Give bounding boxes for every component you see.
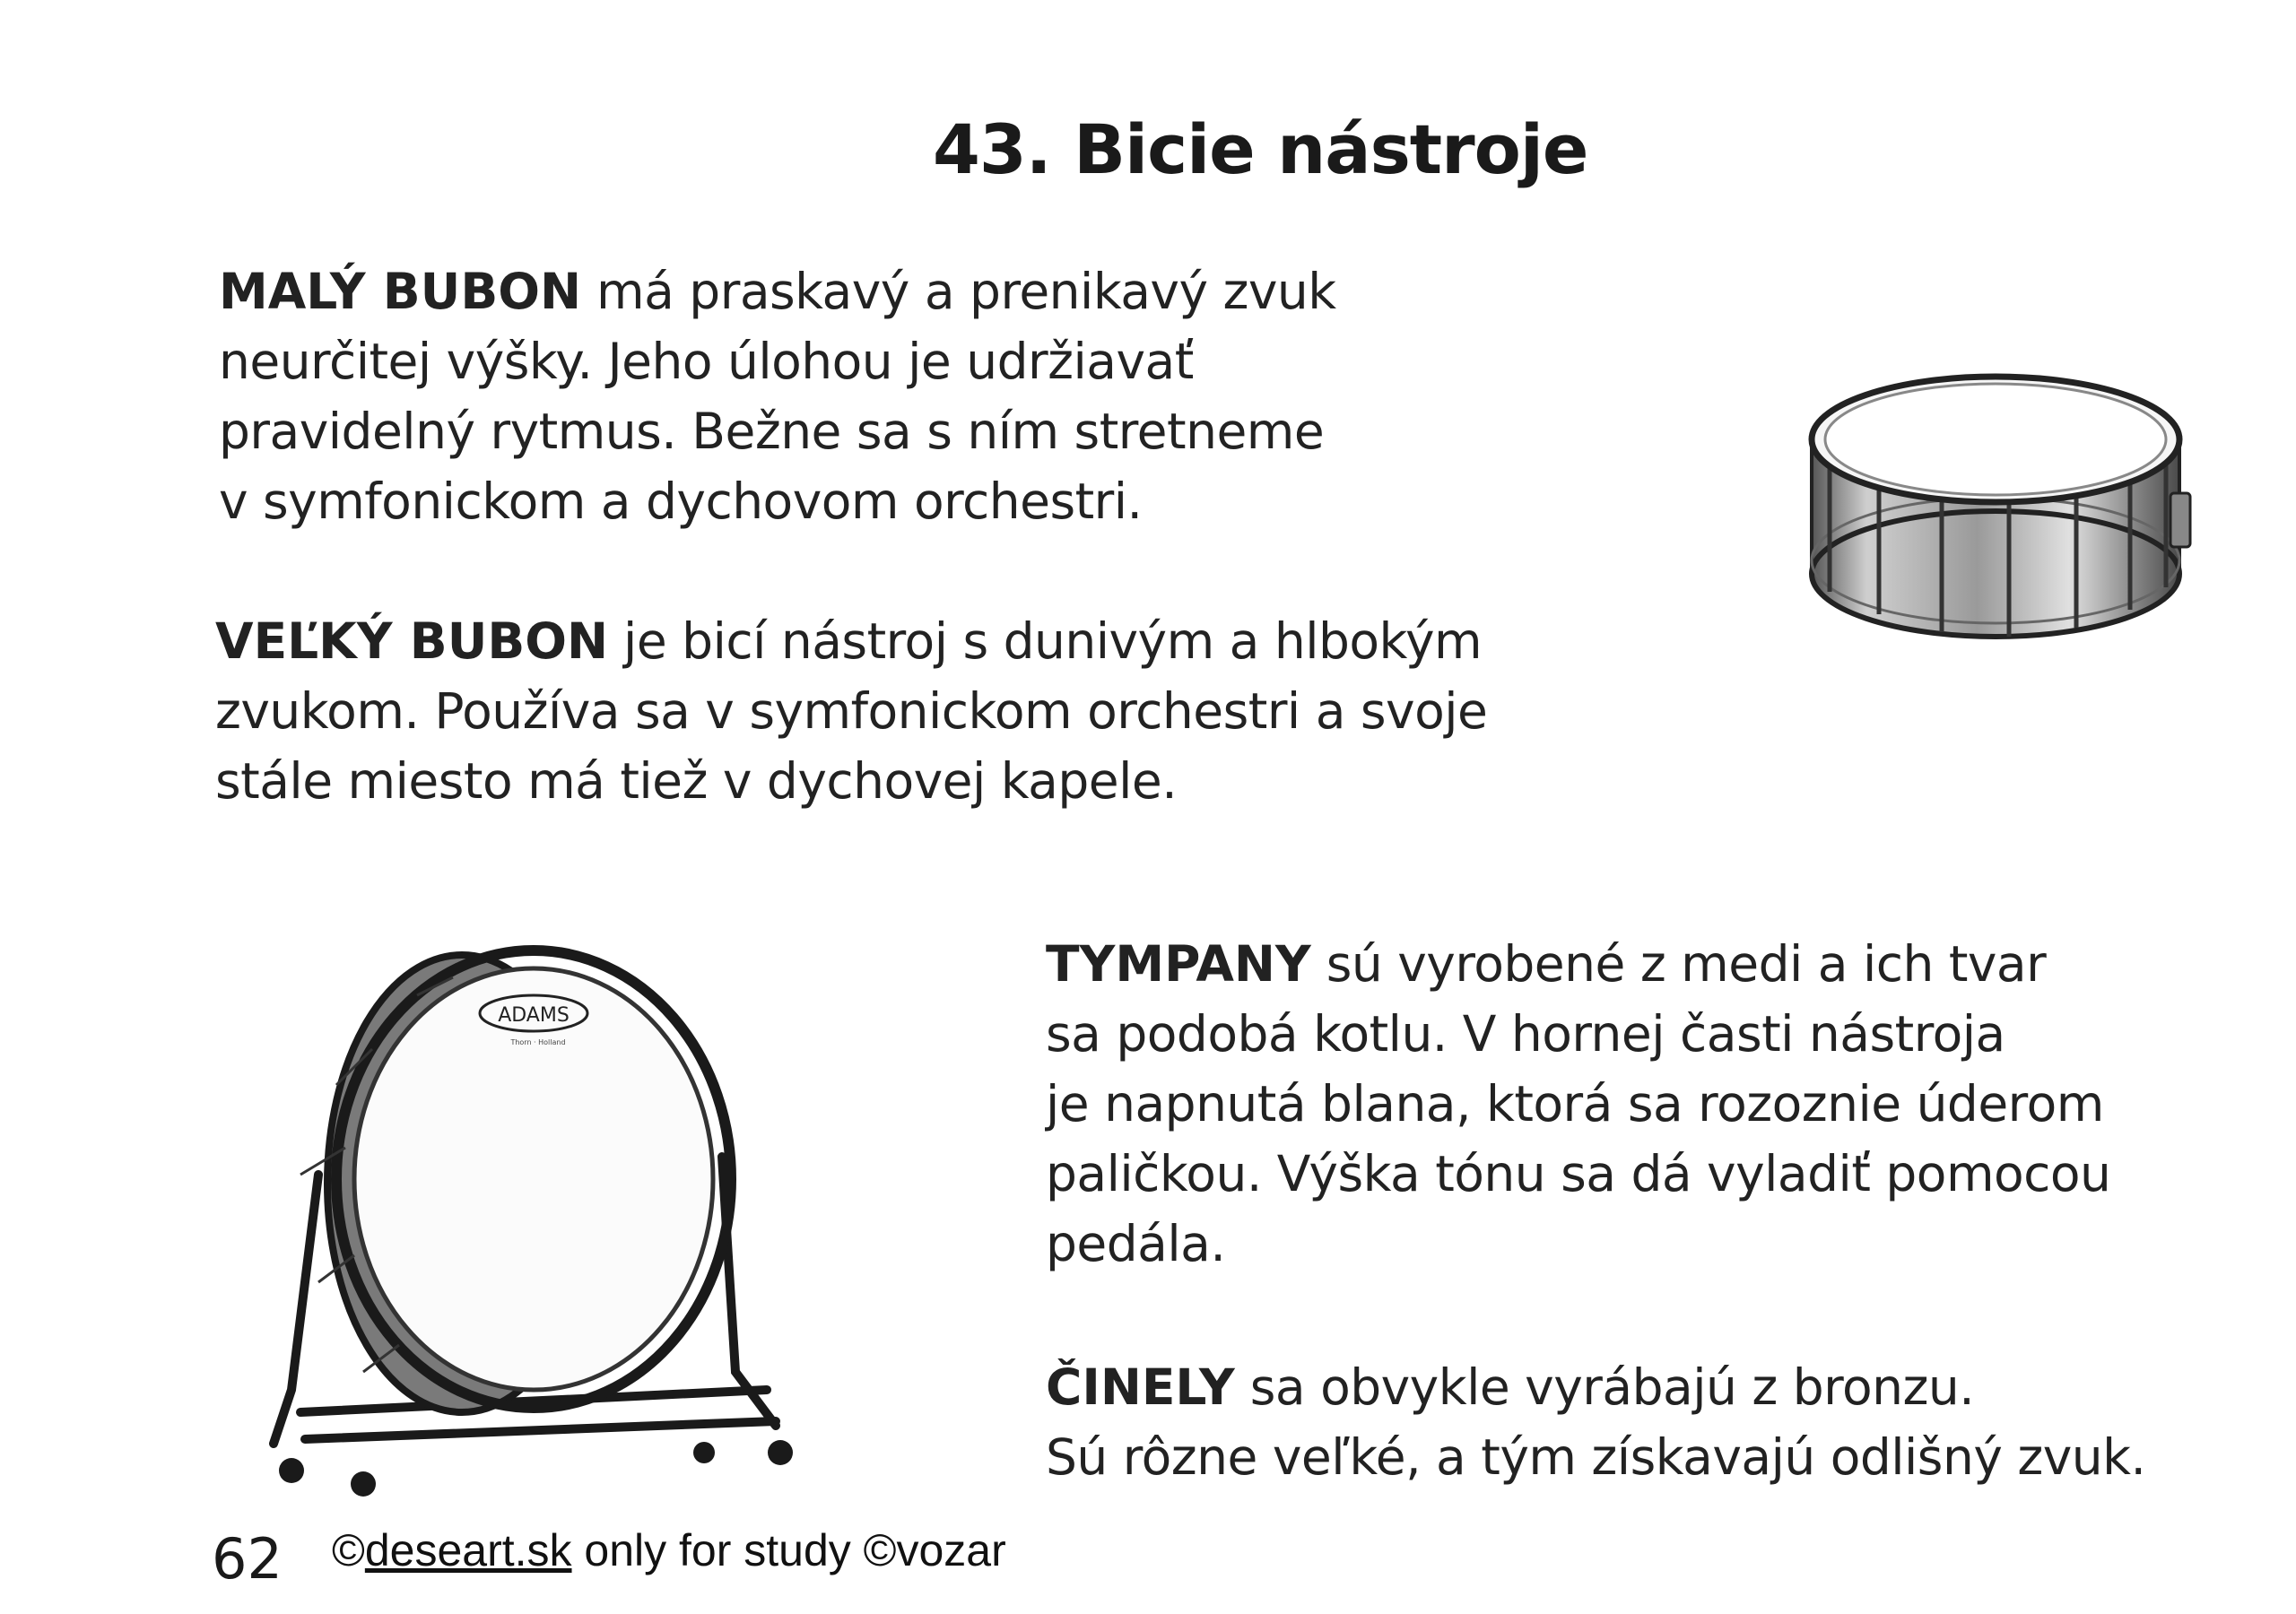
term-timpani: TYMPANY	[1046, 935, 1311, 993]
term-cymbals: ČINELY	[1046, 1358, 1235, 1416]
copyright-footer: ©deseart.sk only for study ©vozar	[332, 1525, 1006, 1575]
paragraph-cymbals: ČINELY sa obvykle vyrábajú z bronzu. Sú rôzne veľké, a tým získavajú odlišný zvuk.	[1046, 1358, 2146, 1486]
term-snare-drum: MALÝ BUBON	[219, 263, 582, 320]
snare-drum-illustration	[1794, 368, 2197, 664]
paragraph-timpani: TYMPANY sú vyrobené z medi a ich tvar sa podobá kotlu. V hornej časti nástroja je napnutá blana, ktorá sa rozoznie úderom paličkou. Výška tónu sa dá vyladiť pomocou pedála.	[1046, 935, 2111, 1272]
drum-logo-subtext: Thorn · Holland	[510, 1038, 566, 1046]
page-title: 43. Bicie nástroje	[933, 109, 1588, 189]
paragraph-snare-drum: MALÝ BUBON má praskavý a prenikavý zvuk neurčitej výšky. Jeho úlohou je udržiavať pravidelný rytmus. Bežne sa s ním stretneme v symfonickom a dychovom orchestri.	[219, 263, 1336, 530]
drum-logo: ADAMS	[498, 1004, 570, 1027]
footer-link[interactable]: deseart.sk	[364, 1525, 572, 1575]
paragraph-bass-drum: VEĽKÝ BUBON je bicí nástroj s dunivým a hlbokým zvukom. Používa sa v symfonickom orchestri a svoje stále miesto má tiež v dychovej kapele.	[215, 612, 1488, 810]
page-number: 62	[212, 1526, 283, 1592]
term-bass-drum: VEĽKÝ BUBON	[215, 612, 609, 670]
bass-drum-illustration	[238, 924, 830, 1497]
